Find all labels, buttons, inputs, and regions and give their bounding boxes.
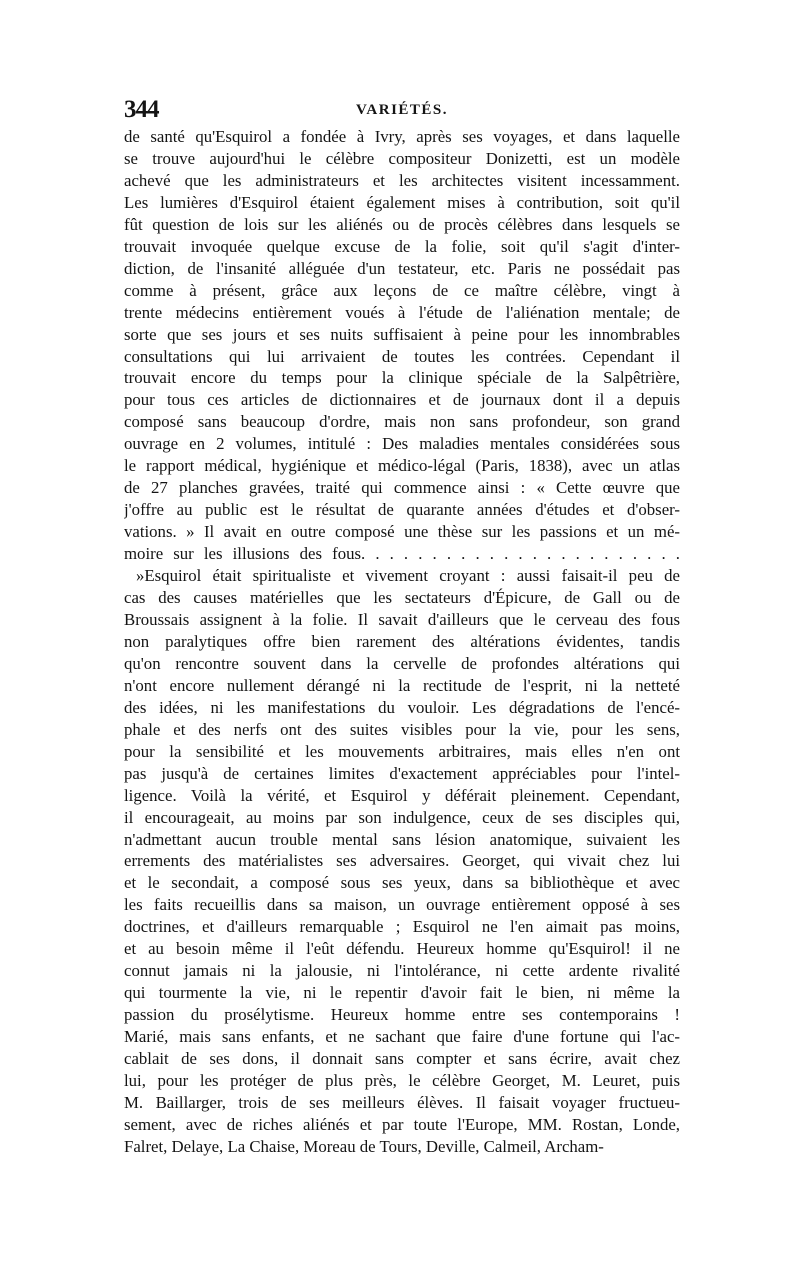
text-line: de santé qu'Esquirol a fondée à Ivry, après ses voyages, et dans laquelle: [124, 127, 680, 146]
text-line: des idées, ni les manifestations du vouloir. Les dégradations de l'encé-: [124, 697, 680, 717]
text-line: ligence. Voilà la vérité, et Esquirol y déférait pleinement. Cependant,: [124, 785, 680, 805]
text-line: pour la sensibilité et les mouvements arbitraires, mais elles n'en ont: [124, 741, 680, 761]
text-line: M. Baillarger, trois de ses meilleurs élèves. Il faisait voyager fructueu-: [124, 1092, 680, 1112]
text-line: cablait de ses dons, il donnait sans compter et sans écrire, avait chez: [124, 1049, 680, 1069]
text-line: non paralytiques offre bien rarement des altérations évidentes, tandis: [124, 631, 680, 651]
text-line: cas des causes matérielles que les sectateurs d'Épicure, de Gall ou de: [124, 588, 680, 608]
text-line: n'admettant aucun trouble mental sans lésion anatomique, suivaient les: [124, 829, 680, 849]
text-line: il encourageait, au moins par son indulgence, ceux de ses disciples qui,: [124, 807, 680, 827]
text-line: qui tourmente la vie, ni le repentir d'avoir fait le bien, ni même la: [124, 983, 680, 1003]
text-line: qu'on rencontre souvent dans la cervelle de profondes altérations qui: [124, 653, 680, 673]
text-line: et au besoin même il l'eût défendu. Heureux homme qu'Esquirol! il ne: [124, 939, 680, 959]
text-line: pas jusqu'à de certaines limites d'exactement appréciables pour l'intel-: [124, 763, 680, 783]
text-line: doctrines, et d'ailleurs remarquable ; Esquirol ne l'en aimait pas moins,: [124, 917, 680, 937]
text-line: trente médecins entièrement voués à l'étude de l'aliénation mentale; de: [124, 302, 680, 322]
text-line: j'offre au public est le résultat de quarante années d'études et d'obser-: [124, 500, 680, 520]
text-line: moire sur les illusions des fous. . . . . . . . . . . . . . . . . . . . . . .: [124, 544, 680, 564]
text-line: Les lumières d'Esquirol étaient également mises à contribution, soit qu'il: [124, 192, 680, 212]
text-line: Broussais assignent à la folie. Il savait d'ailleurs que le cerveau des fous: [124, 609, 680, 629]
text-line: errements des matérialistes ses adversaires. Georget, qui vivait chez lui: [124, 851, 680, 871]
text-line: achevé que les administrateurs et les architectes visitent incessamment.: [124, 170, 680, 190]
page-number: 344: [124, 96, 159, 123]
text-line: passion du prosélytisme. Heureux homme entre ses contemporains !: [124, 1005, 680, 1025]
text-line: sorte que ses jours et ses nuits suffisaient à peine pour les innombrables: [124, 324, 680, 344]
text-line: sement, avec de riches aliénés et par toute l'Europe, MM. Rostan, Londe,: [124, 1114, 680, 1134]
running-title: VARIÉTÉS.: [356, 102, 449, 118]
text-line: phale et des nerfs ont des suites visibles pour la vie, pour les sens,: [124, 719, 680, 739]
text-line: ouvrage en 2 volumes, intitulé : Des maladies mentales considérées sous: [124, 434, 680, 454]
body-text: [124, 126, 680, 1158]
text-line: le rapport médical, hygiénique et médico-légal (Paris, 1838), avec un atlas: [124, 456, 680, 476]
text-line: trouvait invoquée quelque excuse de la folie, soit qu'il s'agit d'inter-: [124, 236, 680, 256]
text-line: se trouve aujourd'hui le célèbre compositeur Donizetti, est un modèle: [124, 148, 680, 168]
text-line: comme à présent, grâce aux leçons de ce maître célèbre, vingt à: [124, 280, 680, 300]
text-line: »Esquirol était spiritualiste et vivement croyant : aussi faisait-il peu de: [136, 566, 680, 586]
text-line: lui, pour les protéger de plus près, le célèbre Georget, M. Leuret, puis: [124, 1070, 680, 1090]
text-line: consultations qui lui arrivaient de toutes les contrées. Cependant il: [124, 346, 680, 366]
text-line: connut jamais ni la jalousie, ni l'intolérance, ni cette ardente rivalité: [124, 961, 680, 981]
text-line: trouvait encore du temps pour la clinique spéciale de la Salpêtrière,: [124, 368, 680, 388]
text-line: vations. » Il avait en outre composé une thèse sur les passions et un mé-: [124, 522, 680, 542]
text-line: et le secondait, a composé sous ses yeux, dans sa bibliothèque et avec: [124, 873, 680, 893]
text-line: de 27 planches gravées, traité qui commence ainsi : « Cette œuvre que: [124, 478, 680, 498]
text-line: composé sans beaucoup d'ordre, mais non sans profondeur, son grand: [124, 412, 680, 432]
text-line: fût question de lois sur les aliénés ou de procès célèbres dans lesquels se: [124, 214, 680, 234]
text-line: les faits recueillis dans sa maison, un ouvrage entièrement opposé à ses: [124, 895, 680, 915]
text-line: pour tous ces articles de dictionnaires et de journaux dont il a depuis: [124, 390, 680, 410]
text-line: Marié, mais sans enfants, et ne sachant que faire d'une fortune qui l'ac-: [124, 1027, 680, 1047]
text-line: Falret, Delaye, La Chaise, Moreau de Tours, Deville, Calmeil, Archam-: [124, 1136, 604, 1156]
page-header: [124, 96, 680, 126]
text-line: diction, de l'insanité alléguée d'un testateur, etc. Paris ne possédait pas: [124, 258, 680, 278]
text-line: n'ont encore nullement dérangé ni la rectitude de l'esprit, ni la netteté: [124, 675, 680, 695]
